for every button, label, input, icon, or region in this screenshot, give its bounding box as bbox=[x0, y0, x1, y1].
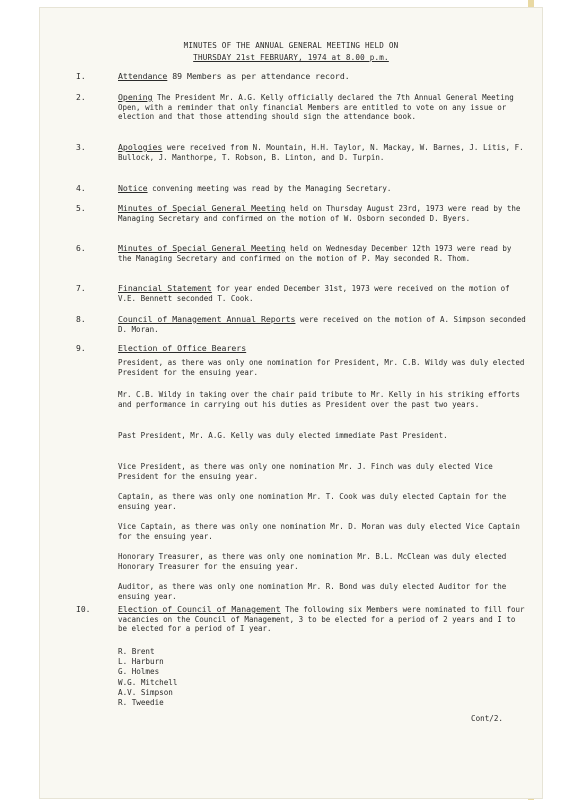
item-text: The following six Members were nominated to fill four vacancies on the Council of Management, 3 to be elected for a period of 2 years and I to be elected for a period of I year. bbox=[118, 605, 525, 634]
election-tribute: Mr. C.B. Wildy in taking over the chair paid tribute to Mr. Kelly in his striking efforts and performance in carrying out his duties as President over the past two years. bbox=[118, 390, 520, 409]
item-number: 6. bbox=[76, 244, 86, 253]
item-heading: Attendance bbox=[118, 71, 168, 81]
nominee-list bbox=[118, 647, 177, 708]
item-heading: Council of Management Annual Reports bbox=[118, 314, 296, 324]
item-number: I0. bbox=[76, 605, 91, 614]
item-heading: Apologies bbox=[118, 142, 163, 152]
list-item: G. Holmes bbox=[118, 667, 160, 677]
item-number: 2. bbox=[76, 93, 86, 102]
item-text: held on Thursday August 23rd, 1973 were read by the Managing Secretary and confirmed on the motion of W. Osborn seconded D. Byers. bbox=[118, 204, 521, 223]
continuation-note: Cont/2. bbox=[471, 714, 504, 723]
item-text: were received on the motion of A. Simpson seconded D. Moran. bbox=[118, 315, 526, 334]
item-text: 89 Members as per attendance record. bbox=[167, 71, 350, 81]
item-heading: Financial Statement bbox=[118, 283, 212, 293]
election-past-president: Past President, Mr. A.G. Kelly was duly elected immediate Past President. bbox=[118, 431, 448, 440]
election-treasurer: Honorary Treasurer, as there was only one nomination Mr. B.L. McClean was duly elected Honorary Treasurer for the ensuing year. bbox=[118, 552, 507, 571]
item-number: 8. bbox=[76, 315, 86, 324]
document-page bbox=[40, 8, 542, 798]
list-item: R. Brent bbox=[118, 647, 155, 656]
list-item: W.G. Mitchell bbox=[118, 677, 178, 687]
item-number: 4. bbox=[76, 184, 86, 193]
election-auditor: Auditor, as there was only one nomination Mr. R. Bond was duly elected Auditor for the ensuing year. bbox=[118, 582, 507, 601]
item-heading: Minutes of Special General Meeting bbox=[118, 203, 286, 213]
minutes-header bbox=[40, 40, 542, 64]
election-president: President, as there was only one nomination for President, Mr. C.B. Wildy was duly elected President for the ensuing year. bbox=[118, 358, 525, 377]
item-heading: Opening bbox=[118, 92, 153, 102]
item-text: convening meeting was read by the Managing Secretary. bbox=[147, 184, 392, 193]
item-number: 3. bbox=[76, 143, 86, 152]
item-number: 9. bbox=[76, 344, 86, 353]
election-captain: Captain, as there was only one nomination Mr. T. Cook was duly elected Captain for the ensuing year. bbox=[118, 492, 507, 511]
election-vice-captain: Vice Captain, as there was only one nomination Mr. D. Moran was duly elected Vice Captain for the ensuing year. bbox=[118, 522, 520, 541]
election-vice-president: Vice President, as there was only one nomination Mr. J. Finch was duly elected Vice President for the ensuing year. bbox=[118, 462, 493, 481]
header-line-1: MINUTES OF THE ANNUAL GENERAL MEETING HELD ON bbox=[183, 41, 399, 50]
item-heading: Notice bbox=[118, 183, 148, 193]
item-text: for year ended December 31st, 1973 were received on the motion of V.E. Bennett seconded T. Cook. bbox=[118, 284, 510, 303]
header-line-2: THURSDAY 21st FEBRUARY, 1974 at 8.00 p.m. bbox=[193, 53, 389, 62]
item-heading: Election of Office Bearers bbox=[118, 343, 247, 353]
item-text: held on Wednesday December 12th 1973 were read by the Managing Secretary and confirmed on the motion of P. May seconded R. Thom. bbox=[118, 244, 512, 263]
item-number: 5. bbox=[76, 204, 86, 213]
list-item: R. Tweedie bbox=[118, 698, 164, 708]
item-text: were received from N. Mountain, H.H. Taylor, N. Mackay, W. Barnes, J. Litis, F. Bullock, J. Manthorpe, T. Robson, B. Linton, and D. Turpin. bbox=[118, 143, 524, 162]
item-number: 7. bbox=[76, 284, 86, 293]
item-heading: Minutes of Special General Meeting bbox=[118, 243, 286, 253]
item-number: I. bbox=[76, 72, 86, 81]
item-text: The President Mr. A.G. Kelly officially declared the 7th Annual General Meeting Open, with a reminder that only financial Members are entitled to vote on any issue or election and that those attending should sign the attendance book. bbox=[118, 93, 514, 122]
list-item: A.V. Simpson bbox=[118, 687, 173, 697]
item-heading: Election of Council of Management bbox=[118, 604, 281, 614]
list-item: L. Harburn bbox=[118, 657, 164, 667]
